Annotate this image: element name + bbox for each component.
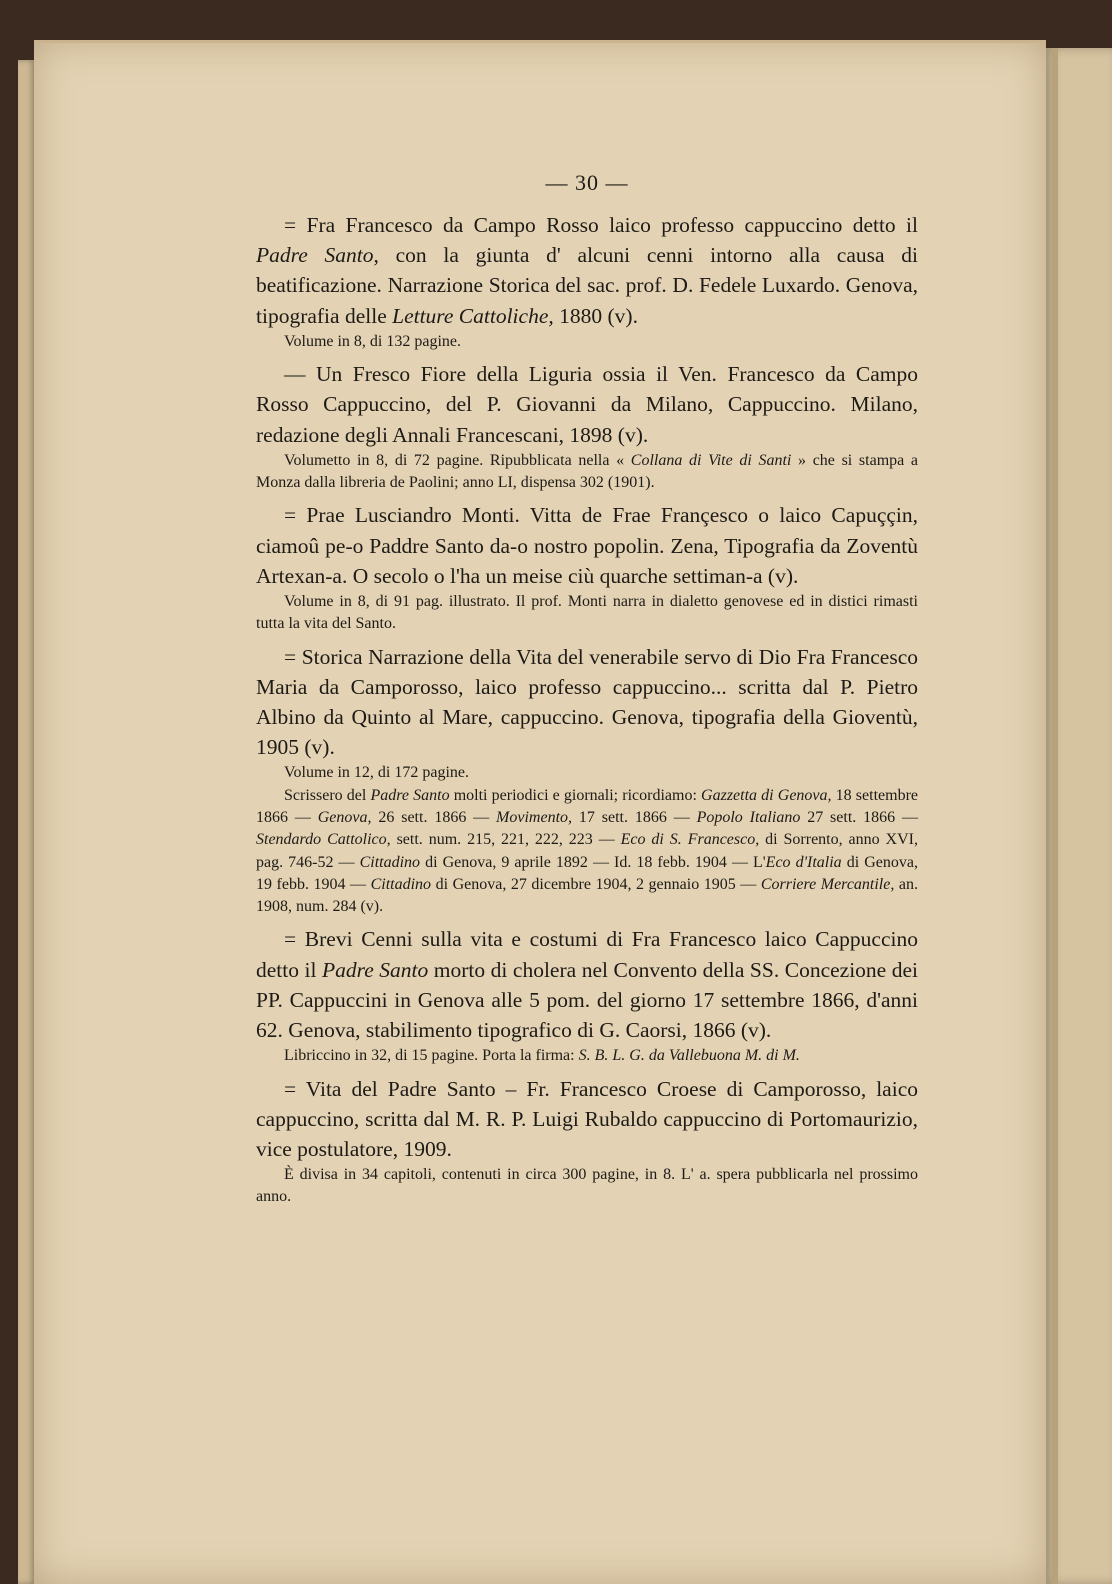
bibliography-entry: = Storica Narrazione della Vita del venerabile servo di Dio Fra Francesco Maria da Camporosso, laico professo cappuccino... scritta dal P. Pietro Albino da Quinto al Mare, cappuccino. Genova, tipografia della Gioventù, 1905 (v). [256,644,918,760]
entry-note: È divisa in 34 capitoli, contenuti in circa 300 pagine, in 8. L' a. spera pubblicarla nel prossimo anno. [256,1166,918,1206]
bibliography-entry: = Fra Francesco da Campo Rosso laico professo cappuccino detto il Padre Santo, con la giunta d' alcuni cenni intorno alla causa di beatificazione. Narrazione Storica del sac. prof. D. Fedele Luxardo. Genova, tipografia delle Letture Cattoliche, 1880 (v). [256,213,919,328]
periodicals-note: Scrissero del Padre Santo molti periodici e giornali; ricordiamo: Gazzetta di Genova, 18 settembre 1866 — Genova, 26 sett. 1866 — Movimento, 17 sett. 1866 — Popolo Italiano 27 sett. 1866 — Stendardo Cattolico, sett. num. 215, 221, 222, 223 — Eco di S. Francesco, di Sorrento, anno XVI, pag. 746-52 — Cittadino di Genova, 9 aprile 1892 — Id. 18 febb. 1904 — L'Eco d'Italia di Genova, 19 febb. 1904 — Cittadino di Genova, 27 dicembre 1904, 2 gennaio 1905 — Corriere Mercantile, an. 1908, num. 284 (v). [256,786,919,916]
page-text [256,170,918,1215]
page-number: — 30 — [545,170,629,195]
entry-note: Volume in 8, di 132 pagine. [284,332,462,350]
entry-note: Libriccino in 32, di 15 pagine. Porta la firma: S. B. L. G. da Vallebuona M. di M. [284,1047,800,1065]
bibliography-entry: — Un Fresco Fiore della Liguria ossia il Ven. Francesco da Campo Rosso Cappuccino, del P. Giovanni da Milano, Cappuccino. Milano, redazione degli Annali Francescani, 1898 (v). [256,362,918,447]
bibliography-entry: = Vita del Padre Santo – Fr. Francesco Croese di Camporosso, laico cappuccino, scritta dal M. R. P. Luigi Rubaldo cappuccino di Portomaurizio, vice postulatore, 1909. [256,1076,918,1161]
page-fold [1052,48,1058,1584]
page-top-edge [34,40,1046,63]
entry-note: Volume in 8, di 91 pag. illustrato. Il prof. Monti narra in dialetto genovese ed in distici rimasti tutta la vita del Santo. [256,592,918,633]
entry-note: Volumetto in 8, di 72 pagine. Ripubblicata nella « Collana di Vite di Santi » che si stampa a Monza dalla libreria de Paolini; anno LI, dispensa 302 (1901). [256,451,919,492]
bibliography-entry: = Brevi Cenni sulla vita e costumi di Fra Francesco laico Cappuccino detto il Padre Santo morto di cholera nel Convento della SS. Concezione dei PP. Cappuccini in Genova alle 5 pom. del giorno 17 settembre 1866, d'anni 62. Genova, stabilimento tipografico di G. Caorsi, 1866 (v). [256,927,919,1043]
bibliography-entry: = Prae Lusciandro Monti. Vitta de Frae Françesco o laico Capuççin, ciamoû pe-o Paddre Santo da-o nostro popolin. Zena, Tipografia da Zoventù Artexan-a. O secolo o l'ha un meise ciù quarche settiman-a (v). [256,503,918,588]
entry-note: Volume in 12, di 172 pagine. [284,764,470,782]
